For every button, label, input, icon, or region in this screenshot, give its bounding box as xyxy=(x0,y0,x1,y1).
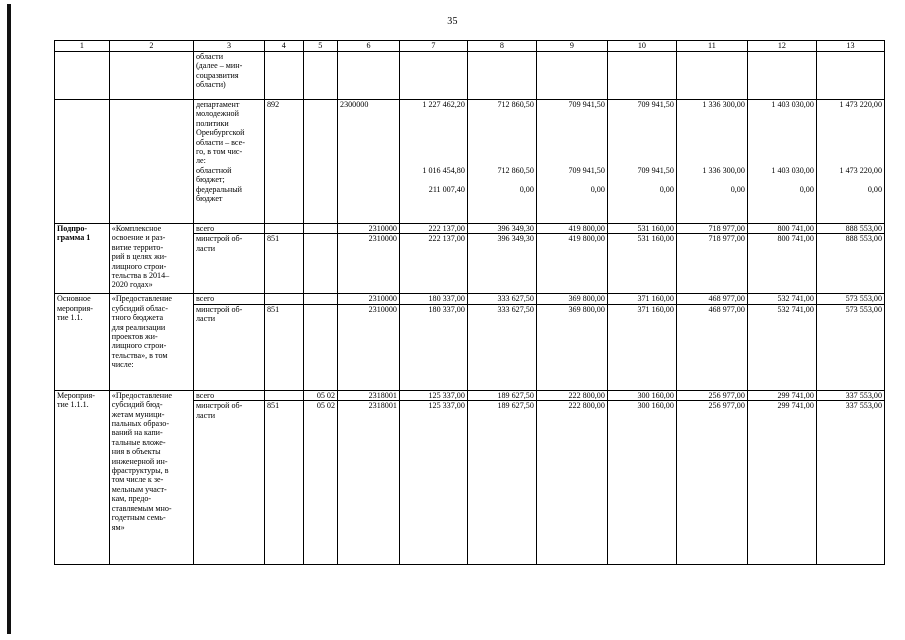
cell-value xyxy=(536,52,607,100)
table-row xyxy=(55,390,885,400)
cell-program-name: «Предоставление субсидий бюд- жетам муници- пальных образо- ваний на капи- тальные вложе- ния в объекты инженерной ин- фраструктуры, в том числе к зе- мельным участ- кам, предо- ставляемым мно- годетным семь- ям» xyxy=(109,390,193,564)
cell-value: 396 349,30 xyxy=(467,224,536,234)
cell-executor: всего xyxy=(193,224,264,234)
cell-csr: 2318001 xyxy=(338,390,400,400)
cell-executor: минстрой об- ласти xyxy=(193,304,264,390)
cell-csr xyxy=(338,52,400,100)
cell-value: 333 627,50 xyxy=(467,294,536,304)
cell-value: 468 977,00 xyxy=(676,294,747,304)
cell-value: 573 553,00 xyxy=(816,304,884,390)
cell-value: 222 137,00 xyxy=(399,224,467,234)
cell-grbs: 851 xyxy=(265,234,304,294)
column-number: 8 xyxy=(467,41,536,52)
cell-value xyxy=(816,52,884,100)
cell-value: 532 741,00 xyxy=(747,304,816,390)
cell-program-name: «Предоставление субсидий облас- тного бюджета для реализации проектов жи- лищного строи- тельства», в том числе: xyxy=(109,294,193,390)
cell-csr: 2310000 xyxy=(338,294,400,304)
cell-grbs: 851 xyxy=(265,304,304,390)
cell-value: 300 160,00 xyxy=(607,401,676,565)
cell-value: 189 627,50 xyxy=(467,401,536,565)
cell-value: 573 553,00 xyxy=(816,294,884,304)
column-number: 13 xyxy=(816,41,884,52)
cell-value: 256 977,00 xyxy=(676,390,747,400)
cell-program-name: «Комплексное освоение и раз- витие террито- рий в целях жи- лищного строи- тельства в 2014– 2020 годах» xyxy=(109,224,193,294)
cell-value: 299 741,00 xyxy=(747,390,816,400)
cell-value: 125 337,00 xyxy=(399,401,467,565)
cell-value: 888 553,00 xyxy=(816,234,884,294)
cell-value: 468 977,00 xyxy=(676,304,747,390)
cell-rzpr xyxy=(303,294,337,304)
cell-csr: 2300000 xyxy=(338,100,400,224)
cell-value: 712 860,50 712 860,50 0,00 xyxy=(467,100,536,224)
cell-value xyxy=(399,52,467,100)
cell-value: 256 977,00 xyxy=(676,401,747,565)
cell-rzpr xyxy=(303,52,337,100)
cell-value: 337 553,00 xyxy=(816,401,884,565)
cell-value: 709 941,50 709 941,50 0,00 xyxy=(536,100,607,224)
cell-value: 396 349,30 xyxy=(467,234,536,294)
cell-value xyxy=(676,52,747,100)
column-number: 5 xyxy=(303,41,337,52)
cell-rzpr: 05 02 xyxy=(303,401,337,565)
column-number: 9 xyxy=(536,41,607,52)
cell-executor: всего xyxy=(193,390,264,400)
cell-program-status xyxy=(55,52,110,100)
cell-program-status: Мероприя- тие 1.1.1. xyxy=(55,390,110,564)
cell-value: 369 800,00 xyxy=(536,304,607,390)
cell-rzpr xyxy=(303,224,337,234)
cell-value: 371 160,00 xyxy=(607,294,676,304)
cell-csr: 2310000 xyxy=(338,224,400,234)
cell-value: 1 473 220,00 1 473 220,00 0,00 xyxy=(816,100,884,224)
cell-program-status: Основное мероприя- тие 1.1. xyxy=(55,294,110,390)
cell-value: 371 160,00 xyxy=(607,304,676,390)
column-number: 6 xyxy=(338,41,400,52)
cell-executor: всего xyxy=(193,294,264,304)
cell-value: 189 627,50 xyxy=(467,390,536,400)
column-number: 12 xyxy=(747,41,816,52)
cell-value: 718 977,00 xyxy=(676,224,747,234)
cell-value: 222 137,00 xyxy=(399,234,467,294)
column-number: 2 xyxy=(109,41,193,52)
budget-table xyxy=(54,40,885,565)
cell-value: 222 800,00 xyxy=(536,401,607,565)
cell-executor: области (далее – мин- соцразвития области) xyxy=(193,52,264,100)
cell-grbs: 892 xyxy=(265,100,304,224)
cell-value: 531 160,00 xyxy=(607,224,676,234)
cell-value: 300 160,00 xyxy=(607,390,676,400)
scan-edge-bar xyxy=(7,4,11,634)
cell-value: 333 627,50 xyxy=(467,304,536,390)
cell-value: 709 941,50 709 941,50 0,00 xyxy=(607,100,676,224)
cell-value: 800 741,00 xyxy=(747,234,816,294)
column-number-row xyxy=(55,41,885,52)
column-number: 4 xyxy=(265,41,304,52)
cell-rzpr xyxy=(303,304,337,390)
cell-value: 800 741,00 xyxy=(747,224,816,234)
cell-value: 419 800,00 xyxy=(536,234,607,294)
cell-csr: 2318001 xyxy=(338,401,400,565)
column-number: 11 xyxy=(676,41,747,52)
column-number: 1 xyxy=(55,41,110,52)
cell-value: 531 160,00 xyxy=(607,234,676,294)
cell-csr: 2310000 xyxy=(338,304,400,390)
cell-program-name xyxy=(109,100,193,224)
table-row xyxy=(55,224,885,234)
cell-value xyxy=(747,52,816,100)
column-number: 10 xyxy=(607,41,676,52)
cell-grbs xyxy=(265,390,304,400)
cell-value: 1 336 300,00 1 336 300,00 0,00 xyxy=(676,100,747,224)
table-row xyxy=(55,52,885,100)
cell-value: 532 741,00 xyxy=(747,294,816,304)
column-number: 3 xyxy=(193,41,264,52)
table-row xyxy=(55,294,885,304)
cell-value: 888 553,00 xyxy=(816,224,884,234)
table-row xyxy=(55,100,885,224)
page-number: 35 xyxy=(447,16,458,27)
cell-value: 1 227 462,20 1 016 454,80 211 007,40 xyxy=(399,100,467,224)
cell-program-status: Подпро- грамма 1 xyxy=(55,224,110,294)
cell-csr: 2310000 xyxy=(338,234,400,294)
cell-grbs: 851 xyxy=(265,401,304,565)
cell-value: 337 553,00 xyxy=(816,390,884,400)
cell-executor: минстрой об- ласти xyxy=(193,401,264,565)
cell-value: 1 403 030,00 1 403 030,00 0,00 xyxy=(747,100,816,224)
cell-value: 299 741,00 xyxy=(747,401,816,565)
cell-executor: минстрой об- ласти xyxy=(193,234,264,294)
cell-value xyxy=(607,52,676,100)
cell-program-status xyxy=(55,100,110,224)
cell-rzpr xyxy=(303,100,337,224)
cell-value: 125 337,00 xyxy=(399,390,467,400)
cell-value: 180 337,00 xyxy=(399,304,467,390)
cell-program-name xyxy=(109,52,193,100)
cell-value: 180 337,00 xyxy=(399,294,467,304)
cell-value: 222 800,00 xyxy=(536,390,607,400)
cell-grbs xyxy=(265,294,304,304)
cell-value: 718 977,00 xyxy=(676,234,747,294)
column-number: 7 xyxy=(399,41,467,52)
cell-value: 419 800,00 xyxy=(536,224,607,234)
cell-executor: департамент молодежной политики Оренбургской области – все- го, в том чис- ле: областной бюджет; федеральный бюджет xyxy=(193,100,264,224)
cell-rzpr: 05 02 xyxy=(303,390,337,400)
cell-value: 369 800,00 xyxy=(536,294,607,304)
cell-value xyxy=(467,52,536,100)
cell-grbs xyxy=(265,224,304,234)
cell-rzpr xyxy=(303,234,337,294)
cell-grbs xyxy=(265,52,304,100)
